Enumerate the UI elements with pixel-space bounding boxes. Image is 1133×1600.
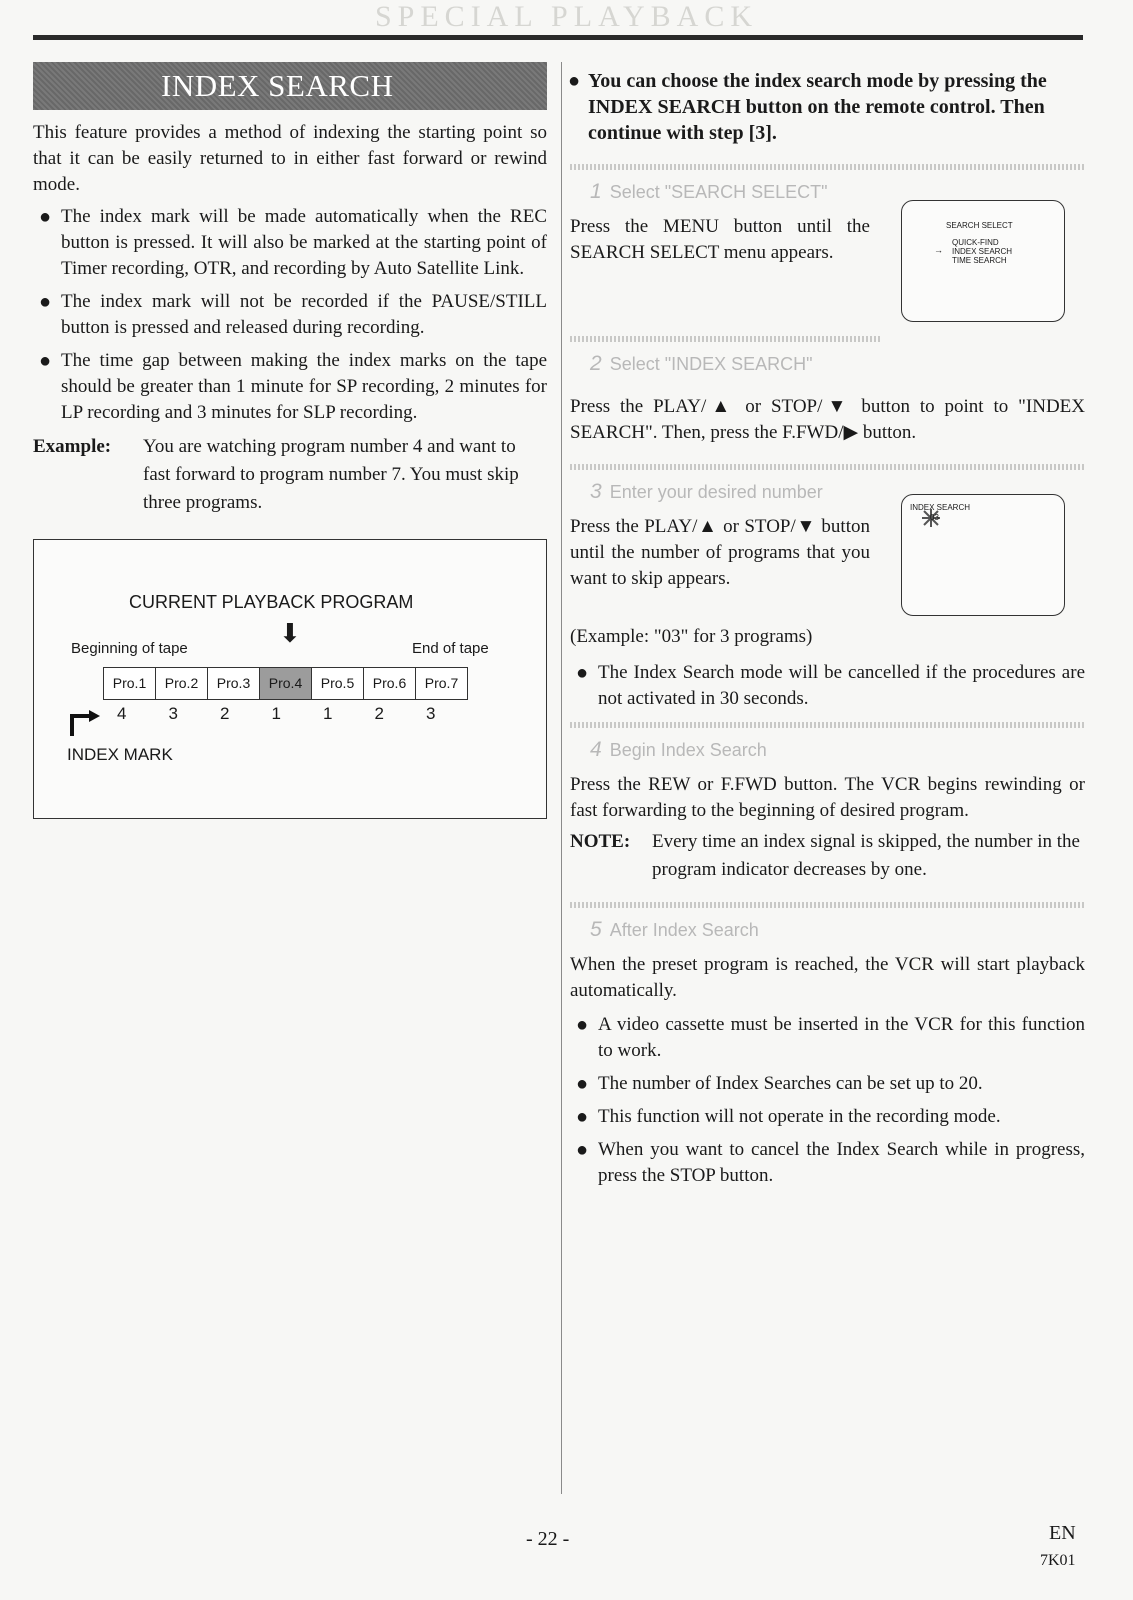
- step-number: 4: [590, 738, 602, 761]
- list-item: [570, 1071, 1085, 1097]
- skip-number: 4: [117, 704, 127, 723]
- remote-intro-text: You can choose the index search mode by pressing the INDEX SEARCH button on the remote control. Then continue with step [3].: [588, 70, 1047, 144]
- separator: [570, 722, 1085, 728]
- step3-bullet-list: [570, 660, 1085, 712]
- step-text: Press the MENU button until the SEARCH SELECT menu appears.: [570, 216, 870, 263]
- example-text: You are watching program number 4 and want to fast forward to program number 7. You must skip three programs.: [143, 436, 519, 513]
- bullet-icon: ●: [39, 206, 52, 228]
- bullet-text: The index mark will not be recorded if the PAUSE/STILL button is pressed and released during recording.: [61, 291, 547, 338]
- page-header-ghost: SPECIAL PLAYBACK: [374, 0, 758, 33]
- step5-bullet-list: [570, 1012, 1085, 1189]
- top-rule: [33, 35, 1083, 40]
- beginning-of-tape-label: Beginning of tape: [71, 640, 188, 657]
- screen-item: INDEX SEARCH: [952, 247, 1013, 256]
- program-cell: Pro.7: [416, 668, 467, 699]
- skip-number: 1: [323, 704, 333, 723]
- screen-item: TIME SEARCH: [952, 256, 1007, 265]
- separator: [570, 336, 880, 342]
- bullet-icon: ●: [576, 662, 589, 684]
- step-text: Press the PLAY/▲ or STOP/▼ button until the number of programs that you want to skip appears.: [570, 516, 870, 589]
- bullet-text: The number of Index Searches can be set up to 20.: [598, 1073, 983, 1094]
- step-text: Press the PLAY/▲ or STOP/▼ button to point to "INDEX SEARCH". Then, press the F.FWD/▶ button.: [570, 396, 1085, 443]
- list-item: [33, 204, 547, 282]
- step-title: Enter your desired number: [609, 482, 823, 502]
- skip-number: 3: [426, 704, 436, 723]
- separator: [570, 902, 1085, 908]
- step-number: 5: [590, 918, 602, 941]
- bullet-text: The Index Search mode will be cancelled if the procedures are not activated in 30 seconds.: [598, 662, 1085, 709]
- program-cell: Pro.1: [104, 668, 156, 699]
- section-title: INDEX SEARCH: [33, 62, 547, 110]
- program-cell: Pro.5: [312, 668, 364, 699]
- pointer-arrow-icon: →: [934, 245, 943, 255]
- step-title: Select "INDEX SEARCH": [609, 354, 813, 374]
- index-mark-diagram: [33, 539, 547, 819]
- list-item: [570, 1137, 1085, 1189]
- end-of-tape-label: End of tape: [412, 640, 489, 657]
- search-select-screen: [901, 200, 1065, 322]
- step-number: 3: [590, 480, 602, 503]
- step-body: [570, 214, 1085, 318]
- step-text: When the preset program is reached, the VCR will start playback automatically.: [570, 954, 1085, 1001]
- list-item: [570, 1012, 1085, 1064]
- step-title: Select "SEARCH SELECT": [609, 182, 828, 202]
- bullet-icon: ●: [39, 350, 52, 372]
- down-arrow-icon: ⬇: [279, 618, 301, 648]
- step-example: (Example: "03" for 3 programs): [570, 626, 813, 647]
- skip-number: 2: [374, 704, 384, 723]
- screen-title: INDEX SEARCH: [910, 503, 971, 512]
- screen-title: SEARCH SELECT: [946, 221, 1013, 230]
- bullet-text: A video cassette must be inserted in the VCR for this function to work.: [598, 1014, 1085, 1061]
- skip-number: 1: [271, 704, 281, 723]
- program-cell: Pro.6: [364, 668, 416, 699]
- program-row: [103, 667, 468, 700]
- left-bullet-list: [33, 204, 547, 426]
- note-text: Every time an index signal is skipped, the number in the program indicator decreases by one.: [652, 831, 1080, 880]
- example-block: [33, 433, 547, 517]
- program-cell: Pro.4: [260, 668, 312, 699]
- list-item: [33, 348, 547, 426]
- separator: [570, 464, 1085, 470]
- screen-value: 03: [930, 513, 939, 522]
- step-heading: [570, 738, 1085, 762]
- bullet-icon: ●: [576, 1106, 589, 1128]
- screen-item: QUICK-FIND: [952, 238, 999, 247]
- step-text: Press the REW or F.FWD button. The VCR begins rewinding or fast forwarding to the beginning of desired program.: [570, 774, 1085, 821]
- diagram-title: CURRENT PLAYBACK PROGRAM: [129, 592, 414, 612]
- list-item: [33, 289, 547, 341]
- step-body: [570, 503, 1085, 648]
- program-cell: Pro.3: [208, 668, 260, 699]
- bullet-text: This function will not operate in the recording mode.: [598, 1106, 1001, 1127]
- column-divider: [561, 62, 562, 1494]
- list-item: [570, 660, 1085, 712]
- list-item: [570, 1104, 1085, 1130]
- step-heading: [570, 918, 1085, 942]
- program-cell: Pro.2: [156, 668, 208, 699]
- step-heading: [570, 352, 1085, 376]
- right-column: [570, 62, 1085, 1196]
- note-block: [570, 828, 1085, 884]
- bullet-icon: ●: [576, 1073, 589, 1095]
- intro-paragraph: This feature provides a method of indexing the starting point so that it can be easily returned to in either fast forward or rewind mode.: [33, 122, 547, 195]
- step-number: 1: [590, 180, 602, 203]
- language-code: EN: [1049, 1522, 1076, 1544]
- skip-number: 3: [168, 704, 178, 723]
- bullet-icon: ●: [576, 1014, 589, 1036]
- page-number: - 22 -: [526, 1528, 570, 1550]
- skip-number: 2: [220, 704, 230, 723]
- bullet-icon: ●: [576, 1139, 589, 1161]
- remote-intro-note: [570, 68, 1085, 146]
- index-mark-label: INDEX MARK: [67, 745, 173, 764]
- bullet-text: The index mark will be made automatically when the REC button is pressed. It will also be marked at the starting point of Timer recording, OTR, and recording by Auto Satellite Link.: [61, 206, 547, 279]
- separator: [570, 164, 1085, 170]
- index-search-screen: [901, 494, 1065, 616]
- bullet-text: When you want to cancel the Index Search while in progress, press the STOP button.: [598, 1139, 1085, 1186]
- left-column: [33, 62, 547, 819]
- bullet-icon: ●: [568, 70, 581, 92]
- note-label: NOTE:: [570, 831, 631, 852]
- bullet-text: The time gap between making the index marks on the tape should be greater than 1 minute for SP recording, 2 minutes for LP recording and 3 minutes for SLP recording.: [61, 350, 547, 423]
- step-number: 2: [590, 352, 602, 375]
- bullet-icon: ●: [39, 291, 52, 313]
- step-title: Begin Index Search: [609, 740, 767, 760]
- example-label: Example:: [33, 436, 112, 457]
- skip-number-row: [96, 704, 457, 724]
- document-code: 7K01: [1040, 1552, 1076, 1569]
- step-title: After Index Search: [609, 920, 759, 940]
